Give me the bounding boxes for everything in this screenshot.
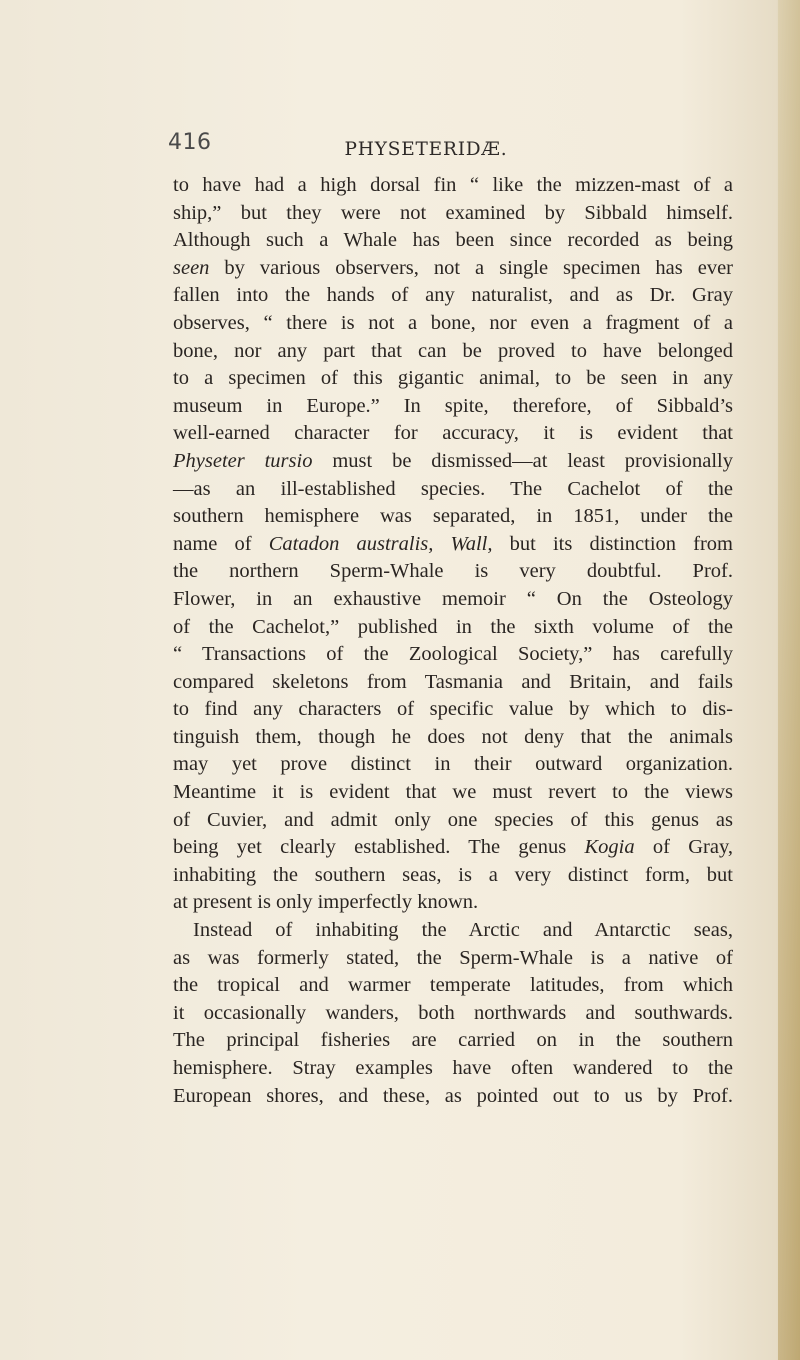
text-line: inhabiting the southern seas, is a very distinct form, but	[173, 863, 733, 886]
text-line: to a specimen of this gigantic animal, to be seen in any	[173, 367, 733, 390]
running-title: PHYSETERIDÆ.	[344, 139, 508, 160]
page-edge-stain	[778, 0, 800, 1360]
italic-term: Catadon australis, Wall,	[268, 532, 493, 555]
text-line: museum in Europe.” In spite, therefore, of Sibbald’s	[173, 394, 733, 417]
text-segment: of Gray,	[634, 836, 733, 859]
text-line: European shores, and these, as pointed out to us by Prof.	[173, 1084, 733, 1107]
text-line: to find any characters of specific value by which to dis-	[173, 698, 733, 721]
text-line: —as an ill-established species. The Cachelot of the	[173, 477, 733, 500]
text-line	[173, 834, 733, 862]
page-number: 416	[168, 130, 212, 155]
text-line: the northern Sperm-Whale is very doubtful. Prof.	[173, 560, 733, 583]
text-line: Meantime it is evident that we must revert to the views	[173, 781, 733, 804]
text-line: may yet prove distinct in their outward organization.	[173, 753, 733, 776]
text-line	[173, 448, 733, 476]
text-line: observes, “ there is not a bone, nor even a fragment of a	[173, 311, 733, 334]
text-line: “ Transactions of the Zoological Society,” has carefully	[173, 643, 733, 666]
italic-term: seen	[173, 256, 210, 279]
text-segment: name of	[173, 532, 269, 555]
text-line: the tropical and warmer temperate latitudes, from which	[173, 974, 733, 997]
text-line: Instead of inhabiting the Arctic and Antarctic seas,	[193, 919, 733, 942]
text-line: of Cuvier, and admit only one species of this genus as	[173, 808, 733, 831]
text-segment: being yet clearly established. The genus	[173, 836, 585, 859]
text-line: it occasionally wanders, both northwards and southwards.	[173, 1001, 733, 1024]
text-line: of the Cachelot,” published in the sixth volume of the	[173, 615, 733, 638]
text-line: well-earned character for accuracy, it is evident that	[173, 422, 733, 445]
text-line: as was formerly stated, the Sperm-Whale is a native of	[173, 946, 733, 969]
text-line: hemisphere. Stray examples have often wandered to the	[173, 1057, 733, 1079]
text-line: The principal fisheries are carried on in the southern	[173, 1029, 733, 1052]
text-line	[173, 531, 733, 559]
text-line: fallen into the hands of any naturalist, and as Dr. Gray	[173, 284, 733, 307]
italic-term: Physeter tursio	[173, 449, 313, 472]
text-segment: by various observers, not a single specimen has ever	[209, 256, 733, 279]
italic-term: Kogia	[584, 836, 635, 859]
text-line: compared skeletons from Tasmania and Britain, and fails	[173, 670, 733, 693]
text-line: bone, nor any part that can be proved to have belonged	[173, 339, 733, 362]
text-line: at present is only imperfectly known.	[173, 891, 479, 914]
text-line: tinguish them, though he does not deny that the animals	[173, 725, 733, 748]
body-text	[173, 172, 733, 1110]
text-line: southern hemisphere was separated, in 1851, under the	[173, 505, 733, 528]
text-line: Although such a Whale has been since recorded as being	[173, 229, 733, 252]
text-segment: but its distinction from	[492, 532, 733, 555]
text-line: Flower, in an exhaustive memoir “ On the Osteology	[173, 587, 733, 610]
text-line	[173, 255, 733, 283]
text-line: ship,” but they were not examined by Sibbald himself.	[173, 201, 733, 224]
text-segment: must be dismissed—at least provisionally	[312, 449, 733, 472]
text-line: to have had a high dorsal fin “ like the mizzen-mast of a	[173, 174, 733, 196]
